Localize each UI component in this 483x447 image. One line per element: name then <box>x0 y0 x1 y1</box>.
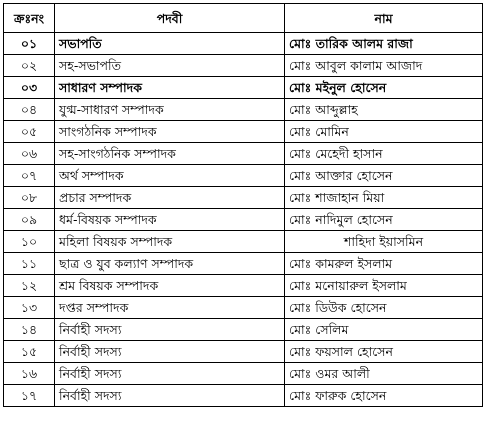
serial-cell: ১৭ <box>4 385 55 407</box>
serial-cell: ০৫ <box>4 121 55 143</box>
title-cell: অর্থ সম্পাদক <box>55 165 285 187</box>
title-cell: নির্বাহী সদস্য <box>55 363 285 385</box>
title-cell: যুগ্ম-সাধারণ সম্পাদক <box>55 99 285 121</box>
title-cell: ছাত্র ও যুব কল্যাণ সম্পাদক <box>55 253 285 275</box>
table-row <box>4 363 483 385</box>
name-cell: মোঃ আবুল কালাম আজাদ <box>285 55 483 77</box>
name-cell: মোঃ আব্দুল্লাহ <box>285 99 483 121</box>
name-cell: শাহিদা ইয়াসমিন <box>285 231 483 253</box>
table-header-row <box>4 4 483 33</box>
name-cell: মোঃ ফারুক হোসেন <box>285 385 483 407</box>
serial-cell: ০১ <box>4 33 55 55</box>
name-cell: মোঃ ডিউক হোসেন <box>285 297 483 319</box>
header-serial: ক্রঃনং <box>4 4 55 33</box>
serial-cell: ১৪ <box>4 319 55 341</box>
table-body <box>4 33 483 407</box>
serial-cell: ০৪ <box>4 99 55 121</box>
table-row <box>4 231 483 253</box>
title-cell: সহ-সাংগঠনিক সম্পাদক <box>55 143 285 165</box>
table-row <box>4 77 483 99</box>
name-cell: মোঃ নাদিমুল হোসেন <box>285 209 483 231</box>
name-cell: মোঃ মইনুল হোসেন <box>285 77 483 99</box>
table-row <box>4 165 483 187</box>
serial-cell: ১৩ <box>4 297 55 319</box>
table-row <box>4 55 483 77</box>
name-cell: মোঃ সেলিম <box>285 319 483 341</box>
title-cell: সাধারণ সম্পাদক <box>55 77 285 99</box>
table-row <box>4 99 483 121</box>
serial-cell: ১৫ <box>4 341 55 363</box>
serial-cell: ০৮ <box>4 187 55 209</box>
serial-cell: ০৭ <box>4 165 55 187</box>
name-cell: মোঃ মনোয়ারুল ইসলাম <box>285 275 483 297</box>
table-row <box>4 297 483 319</box>
table-row <box>4 143 483 165</box>
serial-cell: ০৬ <box>4 143 55 165</box>
name-cell: মোঃ মেহেদী হাসান <box>285 143 483 165</box>
title-cell: দপ্তর সম্পাদক <box>55 297 285 319</box>
table-row <box>4 33 483 55</box>
title-cell: সভাপতি <box>55 33 285 55</box>
name-cell: মোঃ মোমিন <box>285 121 483 143</box>
table-row <box>4 319 483 341</box>
title-cell: মহিলা বিষয়ক সম্পাদক <box>55 231 285 253</box>
name-cell: মোঃ আক্তার হোসেন <box>285 165 483 187</box>
name-cell: মোঃ ফয়সাল হোসেন <box>285 341 483 363</box>
table-row <box>4 385 483 407</box>
table-row <box>4 121 483 143</box>
title-cell: প্রচার সম্পাদক <box>55 187 285 209</box>
committee-table <box>3 3 483 407</box>
title-cell: নির্বাহী সদস্য <box>55 319 285 341</box>
table-row <box>4 209 483 231</box>
header-title: পদবী <box>55 4 285 33</box>
serial-cell: ০৩ <box>4 77 55 99</box>
title-cell: ধর্ম-বিষয়ক সম্পাদক <box>55 209 285 231</box>
table-row <box>4 341 483 363</box>
name-cell: মোঃ তারিক আলম রাজা <box>285 33 483 55</box>
name-cell: মোঃ শাজাহান মিয়া <box>285 187 483 209</box>
serial-cell: ১০ <box>4 231 55 253</box>
table-row <box>4 187 483 209</box>
serial-cell: ১২ <box>4 275 55 297</box>
serial-cell: ১৬ <box>4 363 55 385</box>
serial-cell: ০৯ <box>4 209 55 231</box>
title-cell: নির্বাহী সদস্য <box>55 385 285 407</box>
table-row <box>4 275 483 297</box>
title-cell: শ্রম বিষয়ক সম্পাদক <box>55 275 285 297</box>
name-cell: মোঃ কামরুল ইসলাম <box>285 253 483 275</box>
header-name: নাম <box>285 4 483 33</box>
serial-cell: ০২ <box>4 55 55 77</box>
title-cell: নির্বাহী সদস্য <box>55 341 285 363</box>
title-cell: সাংগঠনিক সম্পাদক <box>55 121 285 143</box>
serial-cell: ১১ <box>4 253 55 275</box>
title-cell: সহ-সভাপতি <box>55 55 285 77</box>
name-cell: মোঃ ওমর আলী <box>285 363 483 385</box>
table-row <box>4 253 483 275</box>
